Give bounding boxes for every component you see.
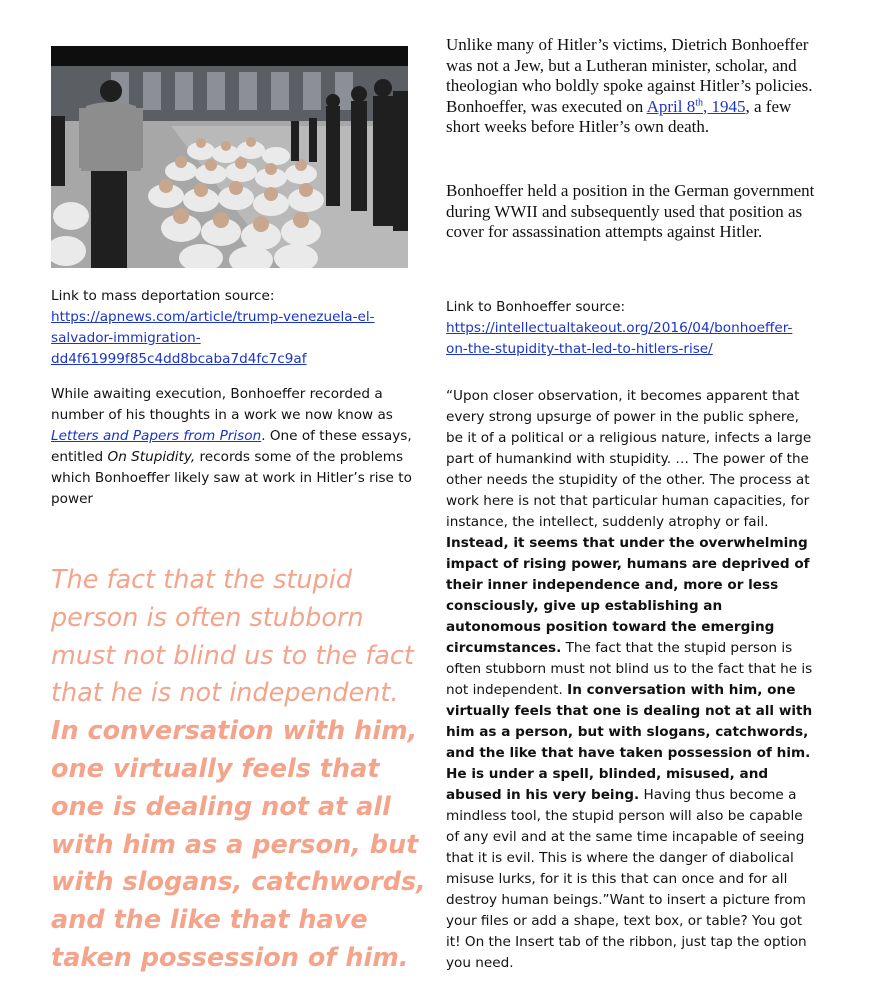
letters-paragraph: While awaiting execution, Bonhoeffer recorded a number of his thoughts in a work we now know as Letters and Papers from Prison. One of these essays, entitled On Stupidity, records some of the problems which Bonhoeffer likely saw at work in Hitler’s rise to power [51,386,412,507]
april-8-link[interactable]: April 8th, 1945 [646,96,746,116]
letters-papers-link[interactable]: Letters and Papers from Prison [51,428,262,444]
bonhoeffer-position: Bonhoeffer held a position in the German government during WWII and subsequently used that position as cover for assassination attempts against Hitler. [446,181,815,241]
deportation-source-label: Link to mass deportation source: [51,288,275,304]
bonhoeffer-source-label: Link to Bonhoeffer source: [446,299,626,315]
deportation-source [51,286,411,370]
bonhoeffer-intro: Unlike many of Hitler’s victims, Dietrich Bonhoeffer was not a Jew, but a Lutheran minister, scholar, and theologian who boldly spoke against Hitler’s policies. Bonhoeffer, was executed on April 8th, 1945, a few short weeks before Hitler’s own death. [446,35,813,136]
prison-photo-illustration [51,46,408,268]
essay-title: On Stupidity, [107,449,196,465]
pull-quote-bold: In conversation with him, one virtually feels that one is dealing not at all with him as a person, but with slogans, catchwords, and the like that have taken possession of him. [51,716,426,973]
bonhoeffer-source-link[interactable]: https://intellectualtakeout.org/2016/04/bonhoeffer- on-the-stupidity-that-led-to-hitlers-rise/ [446,320,793,357]
bonhoeffer-source [446,297,826,360]
stupidity-quote: “Upon closer observation, it becomes apparent that every strong upsurge of power in the public sphere, be it of a political or a religious nature, infects a large part of humankind with stupidity. … The power of the other needs the stupidity of the other. The process at work here is not that particular human capacities, for instance, the intellect, suddenly atrophy or fail. Instead, it seems that under the overwhelming impact of rising power, humans are deprived of their inner independence and, more or less consciously, give up establishing an autonomous position toward the emerging circumstances. The fact that the stupid person is often stubborn must not blind us to the fact that he is not independent. In conversation with him, one virtually feels that one is dealing not at all with him as a person, but with slogans, catchwords, and the like that have taken possession of him. He is under a spell, blinded, misused, and abused in his very being. Having thus become a mindless tool, the stupid person will also be capable of any evil and at the same time incapable of seeing that it is evil. This is where the danger of diabolical misuse lurks, for it is this that can once and for all destroy human beings.”Want to insert a picture from your files or add a shape, text box, or table? You got it! On the Insert tab of the ribbon, just tap the option you need. [446,388,813,971]
prison-photo [51,46,408,268]
deportation-source-link[interactable]: https://apnews.com/article/trump-venezuela-el- salvador-immigration- dd4f61999f85c4dd8bcaba7d4fc7c9af [51,309,375,367]
pull-quote-normal: The fact that the stupid person is often stubborn must not blind us to the fact that he is not independent. [51,565,414,709]
pull-quote [51,562,431,978]
